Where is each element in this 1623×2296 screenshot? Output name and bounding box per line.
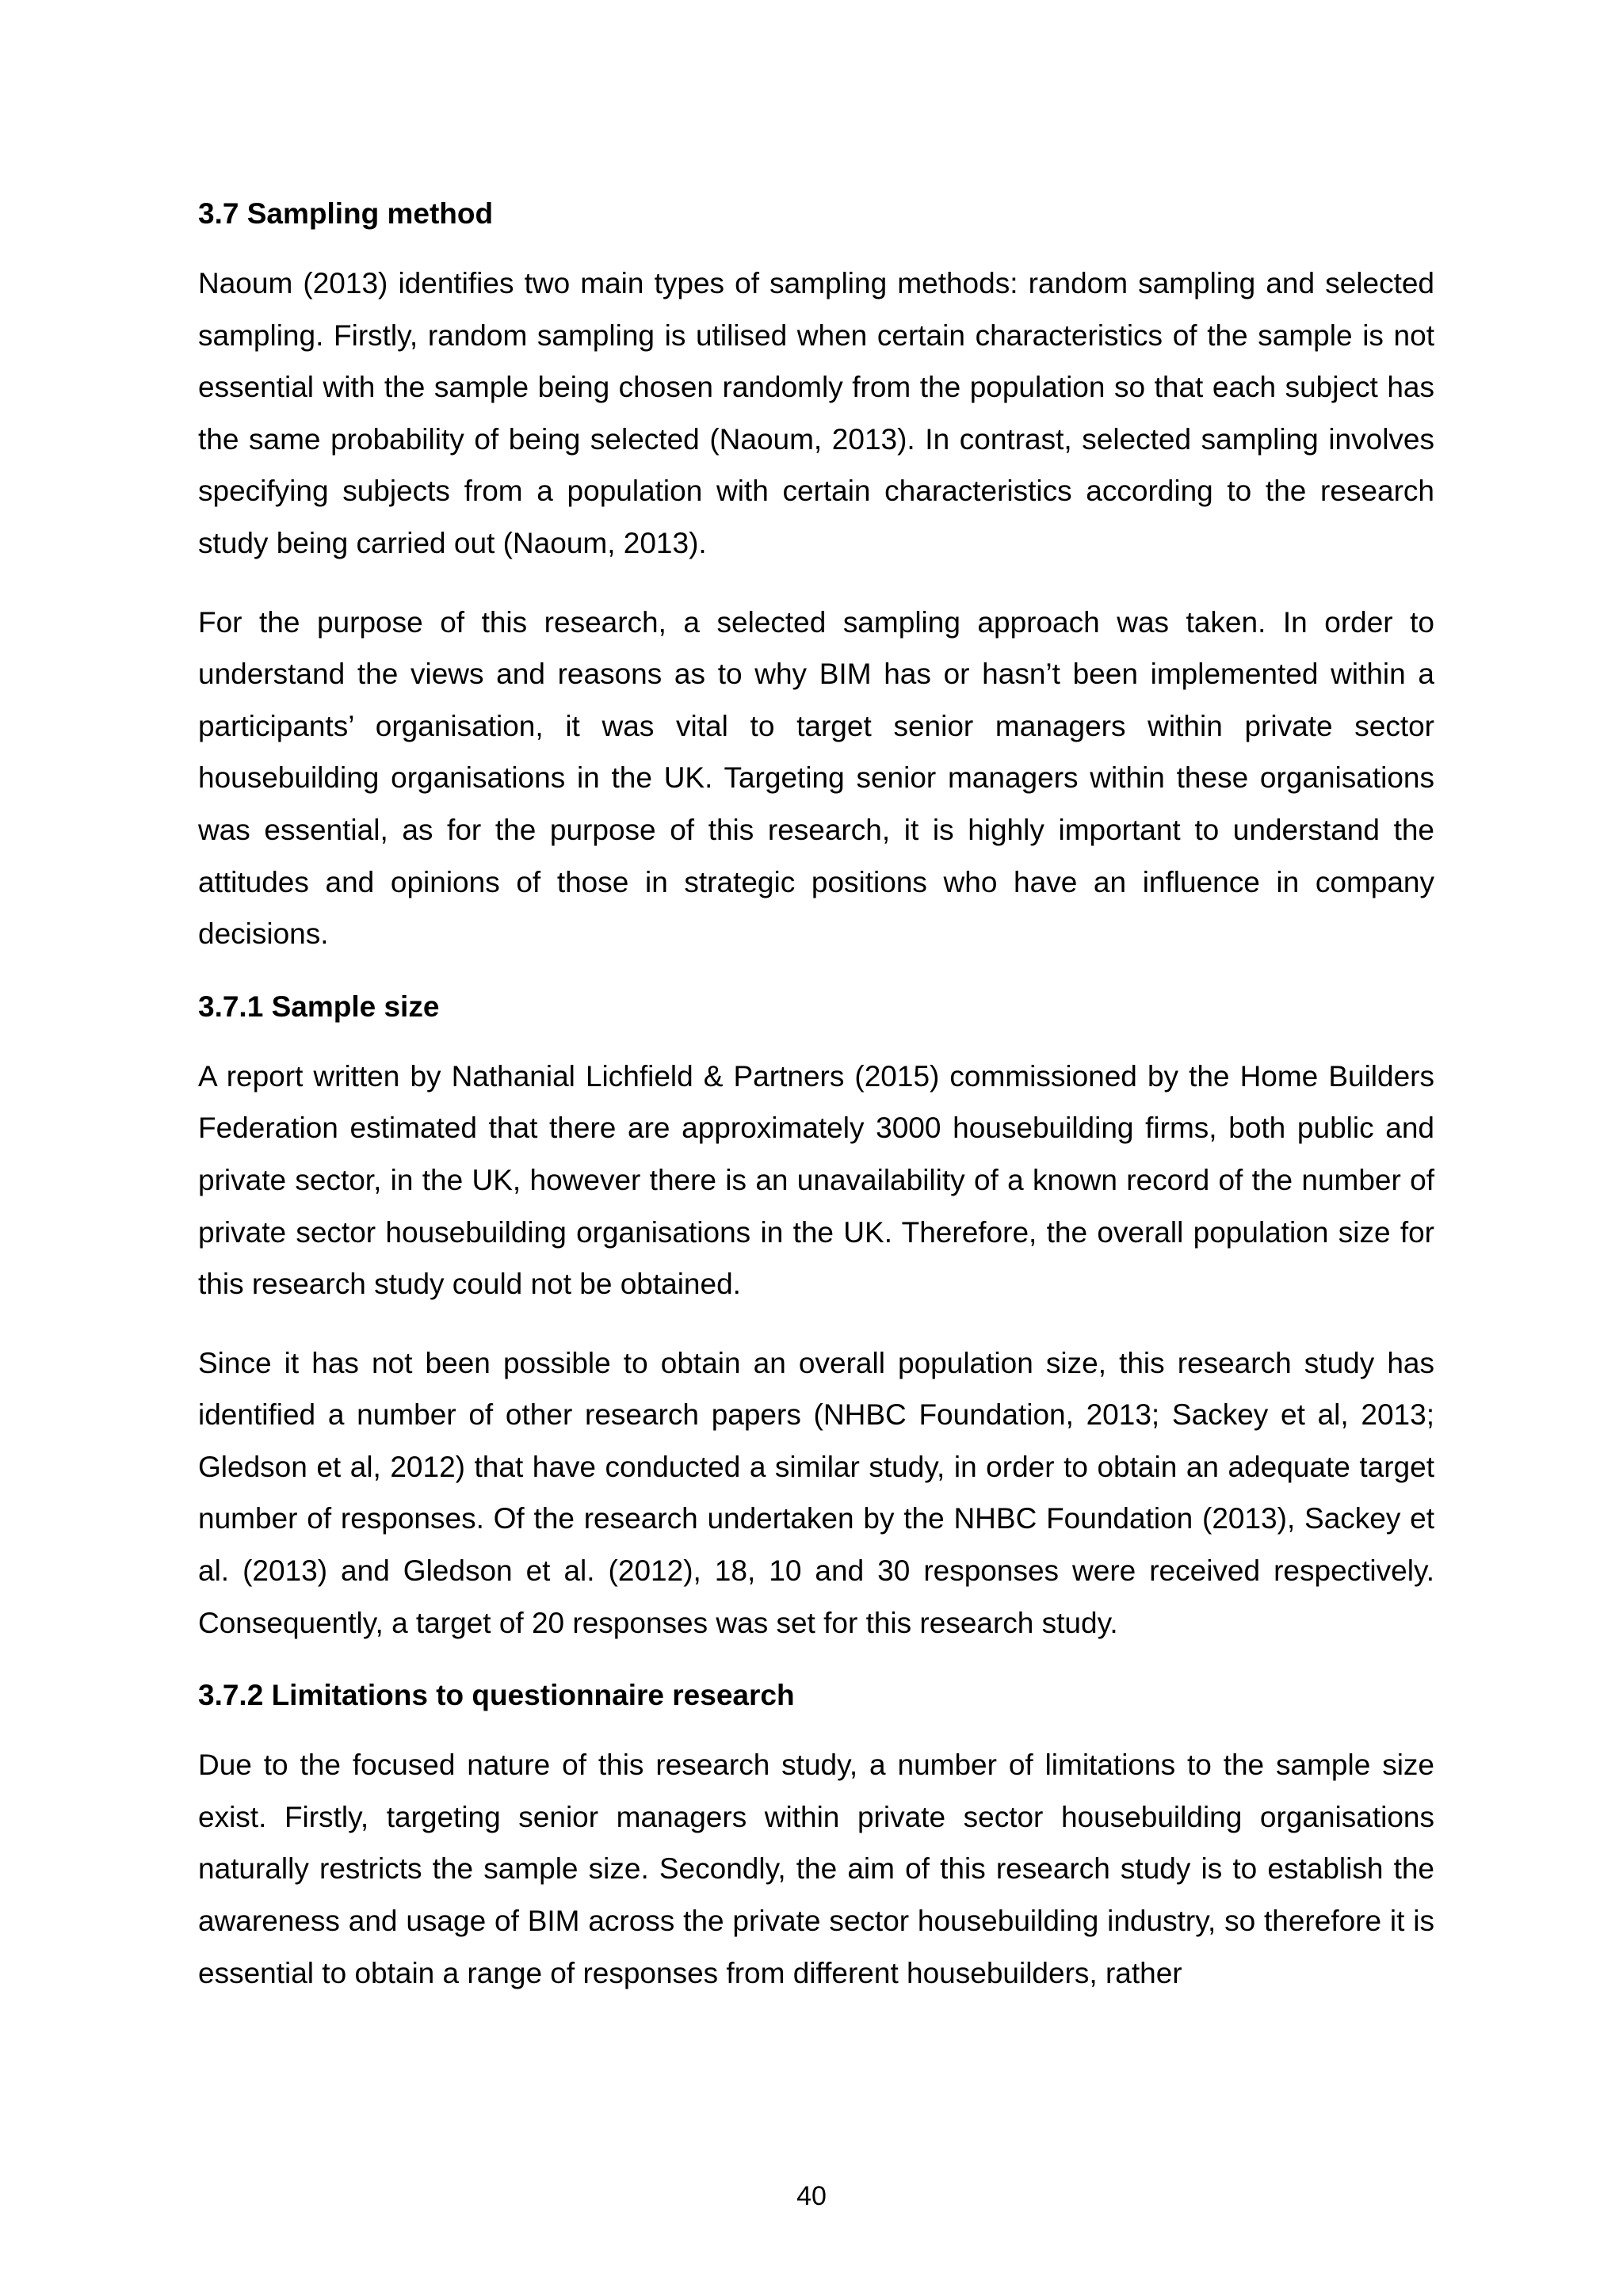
subsection-heading-limitations: 3.7.2 Limitations to questionnaire research xyxy=(198,1679,795,1712)
paragraph-target-responses: Since it has not been possible to obtain an overall population size, this research study has identified a number of other research papers (NHBC Foundation, 2013; Sackey et al, 2013; Gledson et al, 2012) that have conducted a similar study, in order to obtain an adequate target number of responses. Of the research undertaken by the NHBC Foundation (2013), Sackey et al. (2013) and Gledson et al. (2012), 18, 10 and 30 responses were received respectively. Consequently, a target of 20 responses was set for this research study. xyxy=(198,1346,1434,1639)
paragraph-housebuilding-firms: A report written by Nathanial Lichfield & Partners (2015) commissioned by the Home Builders Federation estimated that there are approximately 3000 housebuilding firms, both public and private sector, in the UK, however there is an unavailability of a known record of the number of private sector housebuilding organisations in the UK. Therefore, the overall population size for this research study could not be obtained. xyxy=(198,1059,1434,1301)
page-number: 40 xyxy=(796,2181,827,2211)
paragraph-selected-sampling-approach: For the purpose of this research, a selected sampling approach was taken. In order to understand the views and reasons as to why BIM has or hasn’t been implemented within a participants’ organisation, it was vital to target senior managers within private sector housebuilding organisations in the UK. Targeting senior managers within these organisations was essential, as for the purpose of this research, it is highly important to understand the attitudes and opinions of those in strategic positions who have an influence in company decisions. xyxy=(198,605,1434,951)
paragraph-limitations: Due to the focused nature of this research study, a number of limitations to the sample size exist. Firstly, targeting senior managers within private sector housebuilding organisations naturally restricts the sample size. Secondly, the aim of this research study is to establish the awareness and usage of BIM across the private sector housebuilding industry, so therefore it is essential to obtain a range of responses from different housebuilders, rather xyxy=(198,1749,1434,1989)
section-heading-sampling-method: 3.7 Sampling method xyxy=(198,197,494,230)
subsection-heading-sample-size: 3.7.1 Sample size xyxy=(198,990,440,1023)
paragraph-sampling-types: Naoum (2013) identifies two main types of sampling methods: random sampling and selected sampling. Firstly, random sampling is utilised when certain characteristics of the sample is not essential with the sample being chosen randomly from the population so that each subject has the same probability of being selected (Naoum, 2013). In contrast, selected sampling involves specifying subjects from a population with certain characteristics according to the research study being carried out (Naoum, 2013). xyxy=(198,267,1434,559)
page-content xyxy=(198,194,1434,1999)
